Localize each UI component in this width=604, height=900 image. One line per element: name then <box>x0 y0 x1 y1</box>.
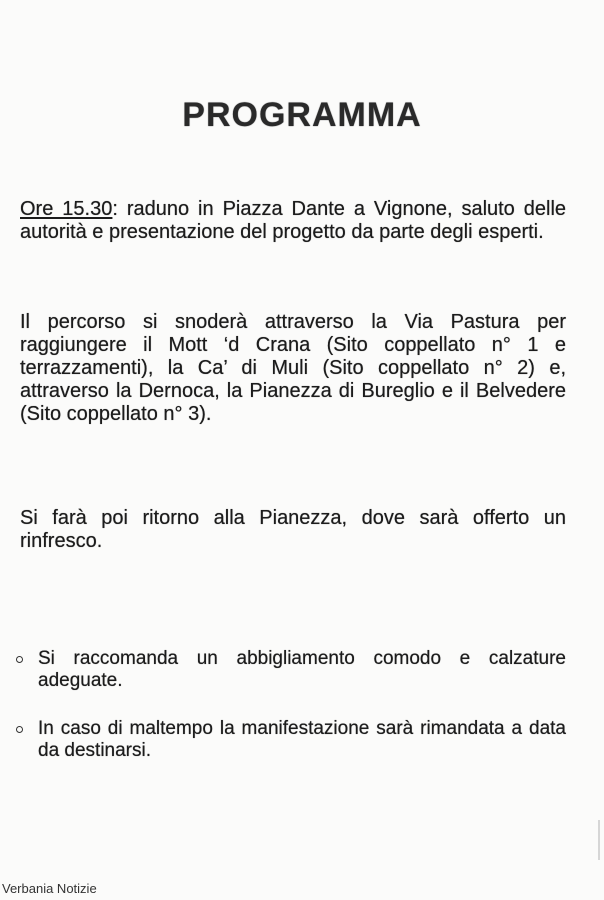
list-item <box>16 648 566 692</box>
bullet-icon <box>16 656 23 663</box>
schedule-paragraph <box>20 198 566 244</box>
note-text: In caso di maltempo la manifestazione sarà rimandata a data da destinarsi. <box>38 718 566 761</box>
schedule-text: : raduno in Piazza Dante a Vignone, saluto delle autorità e presentazione del progetto da parte degli esperti. <box>20 198 567 243</box>
bullet-icon <box>16 726 23 733</box>
time-label: Ore 15.30 <box>20 198 113 220</box>
page-title: PROGRAMMA <box>182 96 422 134</box>
watermark: Verbania Notizie <box>2 881 97 896</box>
list-item <box>16 718 566 762</box>
scan-edge-mark <box>598 820 600 860</box>
notes-list <box>16 648 566 788</box>
route-paragraph: Il percorso si snoderà attraverso la Via Pastura per raggiungere il Mott ‘d Crana (Sito coppellato n° 1 e terrazzamenti), la Ca’ di Muli (Sito coppellato n° 2) e, attraverso la Dernoca, la Pianezza di Bureglio e il Belvedere (Sito coppellato n° 3). <box>20 311 566 425</box>
return-paragraph: Si farà poi ritorno alla Pianezza, dove sarà offerto un rinfresco. <box>20 507 566 552</box>
note-text: Si raccomanda un abbigliamento comodo e calzature adeguate. <box>38 648 566 691</box>
